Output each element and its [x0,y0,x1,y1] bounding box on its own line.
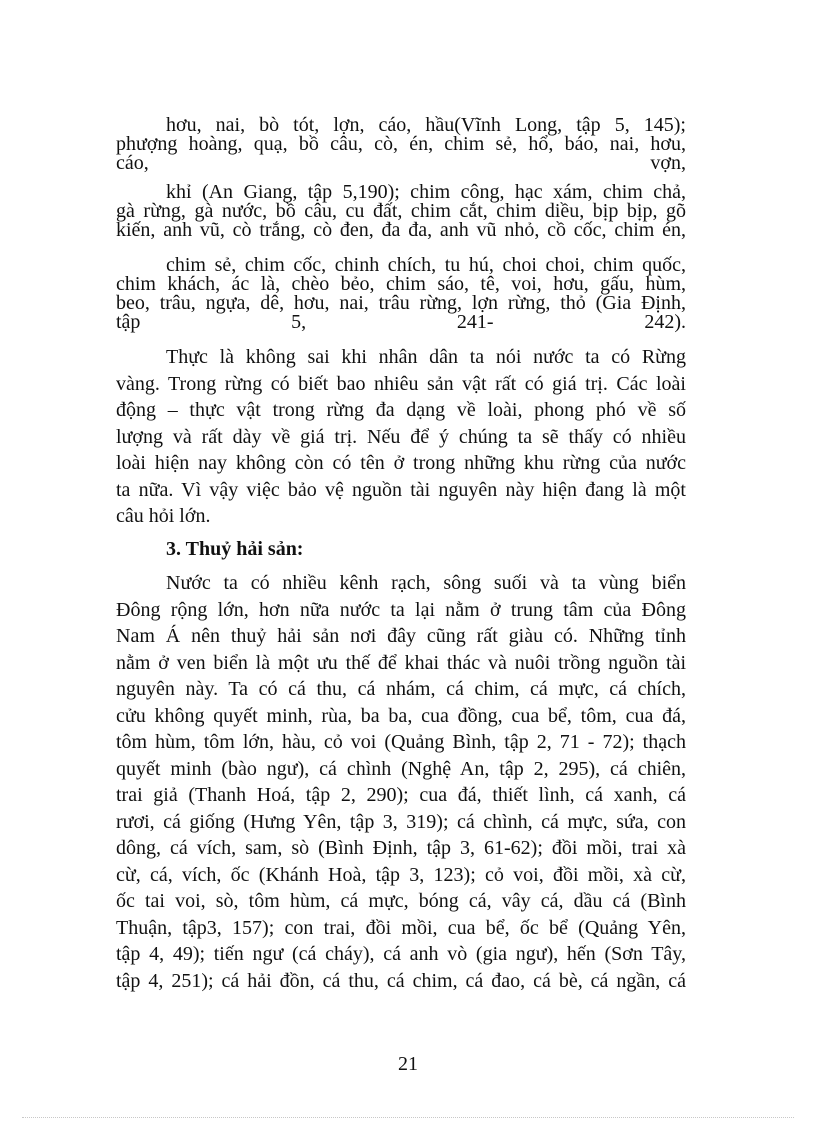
text-line: chim sẻ, chim cốc, chinh chích, tu hú, choi choi, chim quốc, [166,254,686,276]
text-line: tôm hùm, tôm lớn, hàu, cỏ voi (Quảng Bình, tập 2, 71 - 72); thạch [116,731,686,753]
text-line: ốc tai voi, sò, tôm hùm, cá mực, bóng cá, vây cá, dầu cá (Bình [116,890,686,912]
text-block-3 [116,256,686,332]
text-line: rươi, cá giống (Hưng Yên, tập 3, 319); cá chình, cá mực, sứa, con [116,810,686,833]
text-block-2 [116,183,686,240]
text-line: tập 5, 241- 242). [116,311,686,333]
paragraph-1 [116,344,686,530]
text-line: câu hỏi lớn. [116,505,211,527]
text-line: kiến, anh vũ, cò trắng, cò đen, đa đa, anh vũ nhỏ, cồ cốc, chim én, [116,219,686,241]
text-line: quyết minh (bào ngư), cá chình (Nghệ An, tập 2, 295), cá chiên, [116,757,686,780]
text-line: gà rừng, gà nước, bồ câu, cu đất, chim cắt, chim diều, bịp bịp, gõ [116,200,686,222]
text-line: nguyên này. Ta có cá thu, cá nhám, cá chim, cá mực, cá chích, [116,678,686,700]
section-heading: 3. Thuỷ hải sản: [166,538,304,560]
text-line: cửu không quyết minh, rùa, ba ba, cua đồng, cua bể, tôm, cua đá, [116,704,686,727]
text-line: hơu, nai, bò tót, lợn, cáo, hầu(Vĩnh Long, tập 5, 145); [166,114,686,136]
text-line: vàng. Trong rừng có biết bao nhiêu sản vật rất có giá trị. Các loài [116,372,686,395]
text-line: tập 4, 49); tiến ngư (cá cháy), cá anh vò (gia ngư), hến (Sơn Tây, [116,943,686,965]
text-line: cừ, cá, vích, ốc (Khánh Hoà, tập 3, 123); cỏ voi, đồi mồi, xà cừ, [116,863,686,886]
text-line: Nước ta có nhiều kênh rạch, sông suối và ta vùng biển [166,572,686,594]
text-line: chim khách, ác là, chèo bẻo, chim sáo, tê, voi, hơu, gấu, hùm, [116,273,686,295]
page-number: 21 [398,1053,418,1075]
text-line: tập 4, 251); cá hải đồn, cá thu, cá chim, cá đao, cá bè, cá ngần, cá [116,969,686,992]
text-line: lượng và rất dày về giá trị. Nếu để ý chúng ta sẽ thấy có nhiều [116,425,686,448]
text-line: Nam Á nên thuỷ hải sản nơi đây cũng rất giàu có. Những tỉnh [116,625,686,647]
text-line: beo, trâu, ngựa, dê, hơu, nai, trâu rừng, lợn rừng, thỏ (Gia Định, [116,292,686,314]
text-line: động – thực vật trong rừng đa dạng về loài, phong phó về số [116,399,686,421]
text-block-1 [116,116,686,173]
text-line: Đông rộng lớn, hơn nữa nước ta lại nằm ở trung tâm của Đông [116,598,686,621]
paragraph-2 [116,570,686,994]
text-line: phượng hoàng, quạ, bồ câu, cò, én, chim sẻ, hổ, báo, nai, hơu, [116,133,686,155]
text-line: ta nữa. Vì vậy việc bảo vệ nguồn tài nguyên này hiện đang là một [116,478,686,501]
text-line: nằm ở ven biển là một ưu thế để khai thác và nuôi trồng nguồn tài [116,651,686,674]
text-line: loài hiện nay không còn có tên ở trong những khu rừng của nước [116,452,686,474]
text-line: khỉ (An Giang, tập 5,190); chim công, hạc xám, chim chả, [166,181,686,203]
text-line: Thực là không sai khi nhân dân ta nói nước ta có Rừng [166,346,686,368]
text-line: cáo, vợn, [116,152,686,174]
text-line: dông, cá vích, sam, sò (Bình Định, tập 3, 61-62); đồi mồi, trai xà [116,837,686,859]
text-line: trai giả (Thanh Hoá, tập 2, 290); cua đá, thiết lình, cá xanh, cá [116,784,686,806]
page-bottom-divider [22,1117,794,1118]
text-line: Thuận, tập3, 157); con trai, đồi mồi, cua bể, ốc bể (Quảng Yên, [116,916,686,939]
